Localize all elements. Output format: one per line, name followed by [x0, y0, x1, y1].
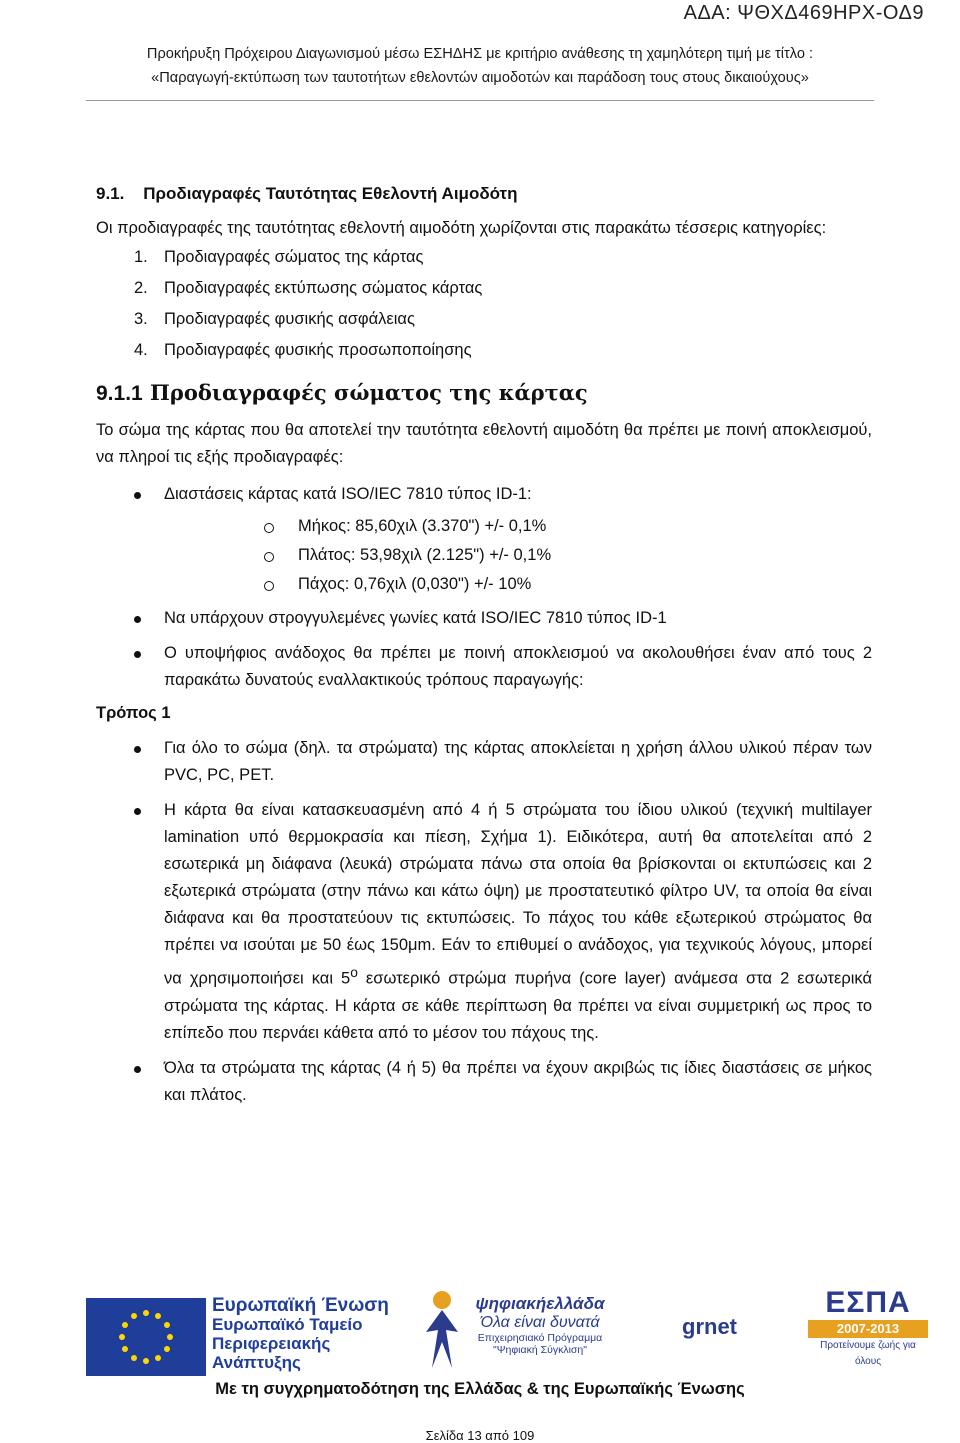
category-list [96, 242, 872, 366]
ada-code: ΑΔΑ: ΨΘΧΔ469ΗΡΧ-ΟΔ9 [683, 2, 924, 24]
list-item: 1. Προδιαγραφές σώματος της κάρτας [134, 248, 424, 266]
list-item: Πάχος: 0,76χιλ (0,030") +/- 10% [164, 570, 872, 599]
method-list [96, 735, 872, 1109]
list-item: Όλα τα στρώματα της κάρτας (4 ή 5) θα πρέπει να έχουν ακριβώς τις ίδιες διαστάσεις σε μήκος και πλάτος. [96, 1055, 872, 1109]
list-item: Διαστάσεις κάρτας κατά ISO/IEC 7810 τύπος ID-1: Μήκος: 85,60χιλ (3.370") +/- 0,1% Πλάτος: 53,98χιλ (2.125") +/- 0,1% Πάχος: 0,76χιλ (0,030") +/- 10% [96, 481, 872, 599]
bullet-icon [134, 492, 141, 499]
header-line-1: Προκήρυξη Πρόχειρου Διαγωνισμού μέσω ΕΣΗΔΗΣ με κριτήριο ανάθεσης τη χαμηλότερη τιμή με τίτλο : [146, 46, 814, 62]
list-item: Η κάρτα θα είναι κατασκευασμένη από 4 ή 5 στρώματα του ίδιου υλικού (τεχνική multilayer lamination υπό θερμοκρασία και πίεση, Σχήμα 1). Ειδικότερα, αυτή θα αποτελείται από 2 εσωτερικά μη διάφανα (λευκά) στρώματα πάνω στα οποία θα βρίσκονται οι εκτυπώσεις και 2 εξωτερικά στρώματα (στην πάνω και κάτω όψη) με προστατευτικό φίλτρο UV, τα οποία θα είναι διάφανα και θα προστατεύουν τις εκτυπώσεις. Το πάχος του κάθε εξωτερικού στρώματος θα πρέπει να ισούται με 50 έως 150μm. Εάν το επιθυμεί ο ανάδοχος, για τεχνικούς λόγους, μπορεί να χρησιμοποιήσει και $5^o$ εσωτερικό στρώμα πυρήνα (core layer) ανάμεσα στα 2 εσωτερικά στρώματα της κάρτας. Η κάρτα σε κάθε περίπτωση θα πρέπει να είναι συμμετρική ως προς το επίπεδο που περνάει κάθετα από το μέσον του πάχους της. [96, 797, 872, 1047]
bullet-icon [134, 616, 141, 623]
list-item: 2. Προδιαγραφές εκτύπωσης σώματος κάρτας [134, 279, 483, 297]
funding-logos [0, 1286, 960, 1372]
eu-flag-logo [86, 1298, 206, 1376]
page-content [96, 180, 872, 1109]
list-item: Ο υποψήφιος ανάδοχος θα πρέπει με ποινή αποκλεισμού να ακολουθήσει έναν από τους 2 παρακάτω δυνατούς εναλλακτικούς τρόπους παραγωγής: [96, 640, 872, 694]
grnet-logo: grnet [682, 1314, 737, 1339]
circle-bullet-icon [264, 552, 274, 562]
list-item: Να υπάρχουν στρογγυλεμένες γωνίες κατά ISO/IEC 7810 τύπος ID-1 [96, 605, 872, 632]
section-title: 9.1. Προδιαγραφές Ταυτότητας Εθελοντή Αιμοδότη [96, 184, 518, 203]
page-number: Σελίδα 13 από 109 [425, 1428, 535, 1443]
dimension-list [164, 512, 872, 599]
bullet-icon [134, 651, 141, 658]
digital-greece-logo: ψηφιακήελλάδα Όλα είναι δυνατά Επιχειρησιακό Πρόγραμμα "Ψηφιακή Σύγκλιση" [475, 1294, 605, 1356]
circle-bullet-icon [264, 581, 274, 591]
circle-bullet-icon [264, 523, 274, 533]
eu-logo-text: Ευρωπαϊκή Ένωση Ευρωπαϊκό Ταμείο Περιφερειακής Ανάπτυξης [212, 1295, 389, 1372]
bullet-icon [134, 746, 141, 753]
list-item: 3. Προδιαγραφές φυσικής ασφάλειας [134, 310, 415, 328]
method-label: Τρόπος 1 [96, 704, 171, 722]
list-item: Μήκος: 85,60χιλ (3.370") +/- 0,1% [164, 512, 872, 541]
bullet-icon [134, 1066, 141, 1073]
list-item: 4. Προδιαγραφές φυσικής προσωποποίησης [134, 341, 472, 359]
spec-list [96, 481, 872, 694]
list-item: Για όλο το σώμα (δηλ. τα στρώματα) της κάρτας αποκλείεται η χρήση άλλου υλικού πέραν των PVC, PC, PET. [96, 735, 872, 789]
person-figure-logo [412, 1288, 472, 1370]
header-line-2: «Παραγωγή-εκτύπωση των ταυτοτήτων εθελοντών αιμοδοτών και παράδοση τους στους δικαιούχους» [151, 70, 809, 86]
list-item: Πλάτος: 53,98χιλ (2.125") +/- 0,1% [164, 541, 872, 570]
subsection-title: 9.1.1 Προδιαγραφές σώματος της κάρτας [96, 380, 588, 405]
section-intro: Οι προδιαγραφές της ταυτότητας εθελοντή αιμοδότη χωρίζονται στις παρακάτω τέσσερις κατηγορίες: [96, 219, 827, 237]
document-header [86, 42, 874, 90]
header-divider [86, 100, 874, 101]
subsection-intro: Το σώμα της κάρτας που θα αποτελεί την ταυτότητα εθελοντή αιμοδότη θα πρέπει με ποινή αποκλεισμού, να πληροί τις εξής προδιαγραφές: [96, 421, 872, 466]
cofunding-statement: Με τη συγχρηματοδότηση της Ελλάδας & της Ευρωπαϊκής Ένωσης [215, 1380, 745, 1398]
bullet-icon [134, 808, 141, 815]
espa-logo: ΕΣΠΑ 2007-2013 Προτείνουμε ζωής για όλους [808, 1286, 928, 1370]
